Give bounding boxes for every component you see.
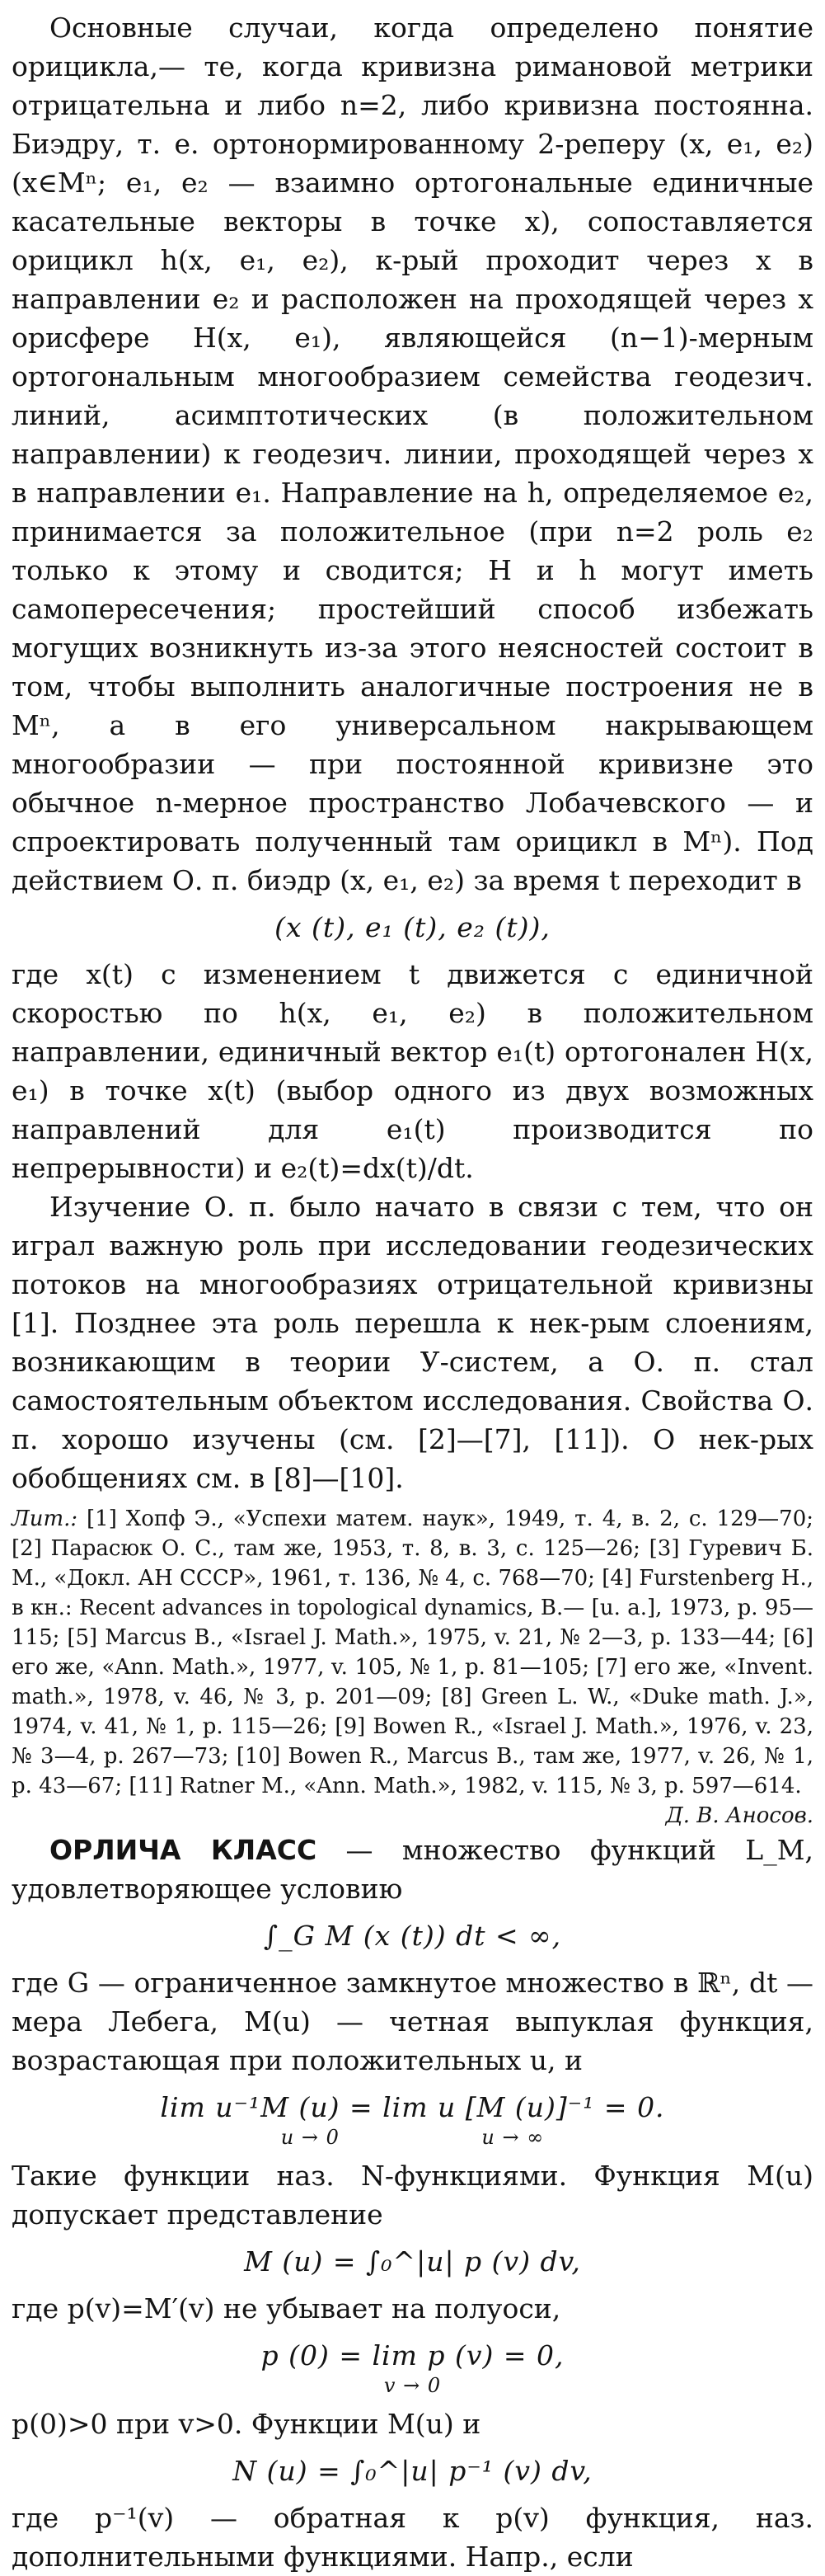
formula-m-representation: M (u) = ∫₀^|u| p (v) dv,: [244, 2245, 581, 2278]
paragraph-complementary-functions: где p⁻¹(v) — обратная к p(v) функция, наз. дополнительными функциями. Напр., если: [12, 2502, 813, 2573]
paragraph-p-nondecreasing: где p(v)=M′(v) не убывает на полуоси,: [12, 2292, 561, 2325]
formula-limits: [12, 2088, 813, 2148]
formula-p-limit-subscript: v → 0: [383, 2374, 442, 2397]
literature-list: [12, 1504, 813, 1831]
paragraph-history: Изучение О. п. было начато в связи с тем, что он играл важную роль при исследовании геодезических потоков на многообразиях отрицательной кривизны [1]. Позднее эта роль перешла к нек-рым слоениям, возникающим в теории У-систем, а О. п. стал самостоятельным объектом исследования. Свойства О. п. хорошо изучены (см. [2]—[7], [11]). О нек-рых обобщениях см. в [8]—[10].: [12, 1191, 813, 1494]
paragraph-motion-description: где x(t) с изменением t движется с единичной скоростью по h(x, e₁, e₂) в положительном направлении, единичный вектор e₁(t) ортогонален H(x, e₁) в точке x(t) (выбор одного из двух возможных направлений для e₁(t) производится по непрерывности) и e₂(t)=dx(t)/dt.: [12, 958, 813, 1184]
orlicz-class-intro: — множество функций L_M, удовлетворяющее условию: [12, 1834, 813, 1905]
literature-label: Лит.:: [12, 1507, 78, 1531]
formula-limits-subscripts: u → 0 u → ∞: [280, 2126, 545, 2149]
formula-p-limit-main: p (0) = lim p (v) = 0,: [260, 2339, 565, 2372]
paragraph-orlicz-definition: [12, 1831, 813, 1908]
paragraph-p-positive: p(0)>0 при v>0. Функции M(u) и: [12, 2408, 481, 2440]
article-author: Д. В. Аносов.: [665, 1803, 813, 1828]
formula-integral-condition: ∫_G M (x (t)) dt < ∞,: [263, 1920, 562, 1952]
formula-limits-main: lim u⁻¹M (u) = lim u [M (u)]⁻¹ = 0.: [160, 2091, 665, 2123]
literature-entries: [1] Хопф Э., «Успехи матем. наук», 1949, т. 4, в. 2, с. 129—70; [2] Парасюк О. С., там же, 1953, т. 8, в. 3, с. 125—26; [3] Гуревич Б. М., «Докл. АН СССР», 1961, т. 136, № 4, с. 768—70; [4] Furstenberg H., в кн.: Recent advances in topological dynamics, B.— [u. a.], 1973, p. 95—115; [5] Marcus B., «Israel J. Math.», 1975, v. 21, № 2—3, p. 133—44; [6] его же, «Ann. Math.», 1977, v. 105, № 1, p. 81—105; [7] его же, «Invent. math.», 1978, v. 46, № 3, p. 201—09; [8] Green L. W., «Duke math. J.», 1974, v. 41, № 1, p. 115—26; [9] Bowen R., «Israel J. Math.», 1976, v. 23, № 3—4, p. 267—73; [10] Bowen R., Marcus B., там же, 1977, v. 26, № 1, p. 43—67; [11] Ratner M., «Ann. Math.», 1982, v. 115, № 3, p. 597—614.: [12, 1507, 814, 1798]
orlicz-class-heading: ОРЛИЧА КЛАСС: [49, 1834, 317, 1866]
formula-n-representation: N (u) = ∫₀^|u| p⁻¹ (v) dv,: [232, 2455, 593, 2487]
paragraph-set-description: где G — ограниченное замкнутое множество в ℝⁿ, dt — мера Лебега, M(u) — четная выпуклая функция, возрастающая при положительных u, и: [12, 1967, 813, 2076]
paragraph-horocycle-definition: Основные случаи, когда определено понятие орицикла,— те, когда кривизна римановой метрики отрицательна и либо n=2, либо кривизна постоянна. Биэдру, т. е. ортонормированному 2-реперу (x, e₁, e₂) (x∈Mⁿ; e₁, e₂ — взаимно ортогональные единичные касательные векторы в точке x), сопоставляется орицикл h(x, e₁, e₂), к-рый проходит через x в направлении e₂ и расположен на проходящей через x орисфере H(x, e₁), являющейся (n−1)-мерным ортогональным многообразием семейства геодезич. линий, асимптотических (в положительном направлении) к геодезич. линии, проходящей через x в направлении e₁. Направление на h, определяемое e₂, принимается за положительное (при n=2 роль e₂ только к этому и сводится; H и h могут иметь самопересечения; простейший способ избежать могущих возникнуть из-за этого неясностей состоит в том, чтобы выполнить аналогичные построения не в Mⁿ, а в его универсальном накрывающем многообразии — при постоянной кривизне это обычное n-мерное пространство Лобачевского — и спроектировать полученный там орицикл в Mⁿ). Под действием О. п. биэдр (x, e₁, e₂) за время t переходит в: [12, 12, 813, 896]
paragraph-n-functions: Такие функции наз. N-функциями. Функция M(u) допускает представление: [12, 2160, 813, 2230]
formula-biedr-motion: (x (t), e₁ (t), e₂ (t)),: [274, 911, 551, 943]
formula-p-limit: [12, 2336, 813, 2396]
